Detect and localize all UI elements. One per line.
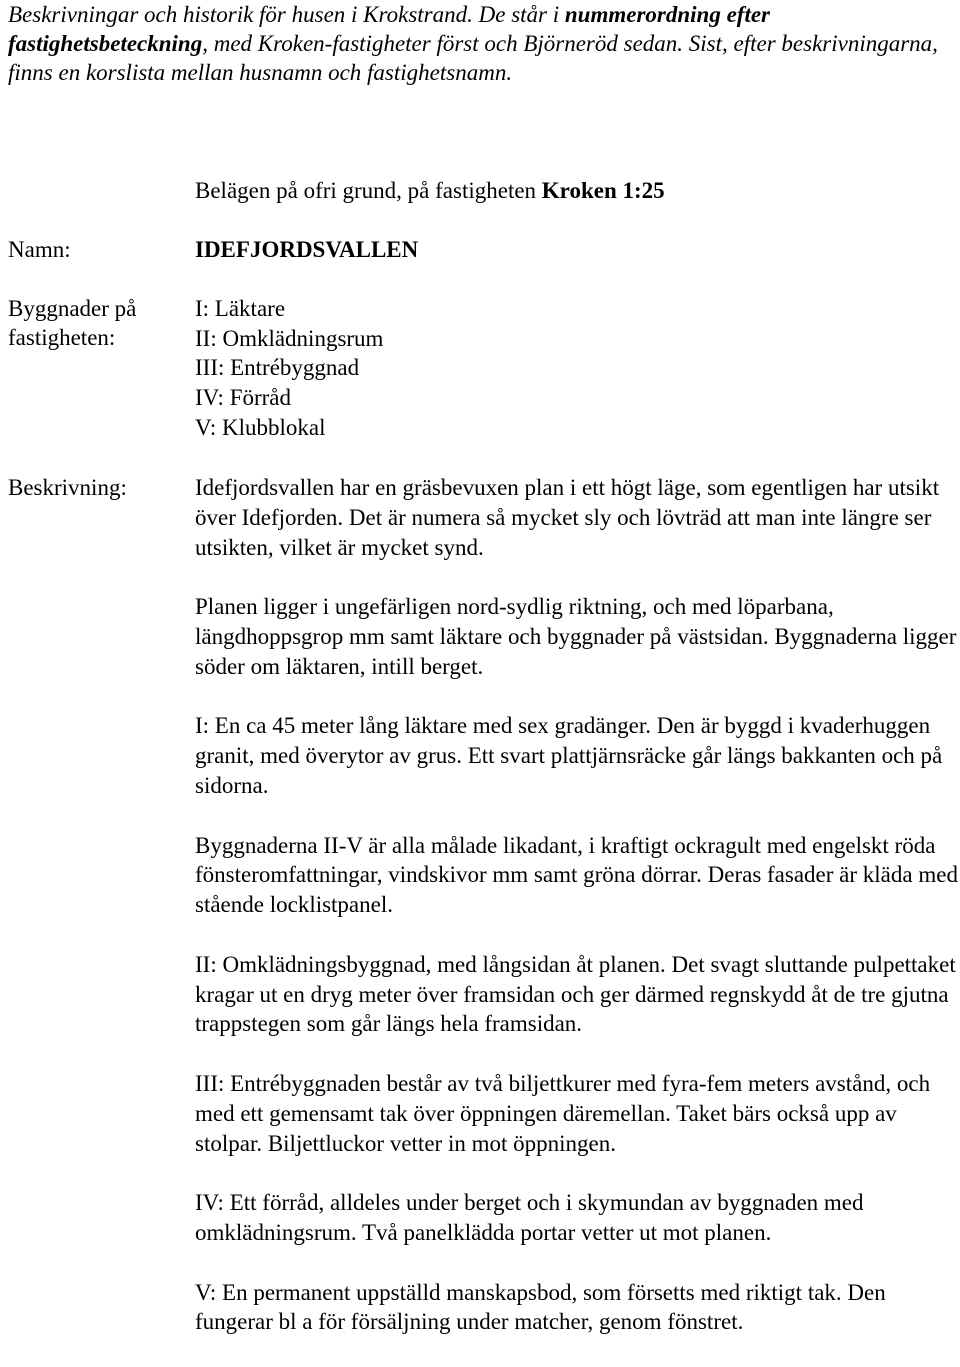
description-paragraph: IV: Ett förråd, alldeles under berget och i skymundan av byggnaden med omklädningsrum. Två panelklädda portar vetter ut mot planen. bbox=[195, 1190, 864, 1245]
building-item: IV: Förråd bbox=[195, 385, 292, 411]
intro-part1: Beskrivningar och historik för husen i Krokstrand. De står i bbox=[8, 2, 565, 27]
building-item: I: Läktare bbox=[195, 296, 286, 321]
description bbox=[195, 473, 960, 1367]
building-item: III: Entrébyggnad bbox=[195, 355, 360, 381]
description-paragraph: Byggnaderna II-V är alla målade likadant, i kraftigt ockragult med engelskt röda fönsteromfattningar, vindskivor mm samt gröna dörrar. Deras fasader är kläda med stående locklistpanel. bbox=[195, 832, 958, 918]
buildings-label bbox=[8, 294, 136, 352]
location-line bbox=[195, 176, 665, 205]
name-label: Namn: bbox=[8, 237, 71, 262]
intro-text bbox=[8, 0, 953, 87]
building-item: V: Klubblokal bbox=[195, 414, 326, 440]
house-name: IDEFJORDSVALLEN bbox=[195, 237, 419, 262]
location-prefix: Belägen på ofri grund, på fastigheten bbox=[195, 178, 542, 203]
building-item: II: Omklädningsrum bbox=[195, 325, 384, 351]
description-label: Beskrivning: bbox=[8, 475, 127, 500]
buildings-list bbox=[195, 294, 383, 443]
description-paragraph: Planen ligger i ungefärligen nord-sydlig riktning, och med löparbana, längdhoppsgrop mm samt läktare och byggnader på västsidan. Byggnaderna ligger söder om läktaren, intill berget. bbox=[195, 594, 957, 679]
description-paragraph: III: Entrébyggnaden består av två biljettkurer med fyra-fem meters avstånd, och med ett gemensamt tak över öppningen däremellan. Taket bärs också upp av stolpar. Biljettluckor vetter in mot öppningen. bbox=[195, 1070, 931, 1156]
buildings-label-line2: fastigheten: bbox=[8, 325, 116, 350]
description-paragraph: I: En ca 45 meter lång läktare med sex gradänger. Den är byggd i kvaderhuggen granit, med överytor av grus. Ett svart plattjärnsräcke går längs bakkanten och på sidorna. bbox=[195, 713, 943, 798]
buildings-label-line1: Byggnader på bbox=[8, 296, 137, 321]
intro-bold: nummerordning efter fastighetsbeteckning bbox=[8, 2, 770, 56]
property-designation: Kroken 1:25 bbox=[541, 178, 665, 203]
intro-part2: , med Kroken-fastigheter först och Björneröd sedan. Sist, efter beskrivningarna, finns en korslista mellan husnamn och fastighetsnamn. bbox=[8, 31, 938, 85]
description-paragraph: V: En permanent uppställd manskapsbod, som försetts med riktigt tak. Den fungerar bl a för försäljning under matcher, genom fönstret. bbox=[195, 1279, 886, 1335]
description-paragraph: Idefjordsvallen har en gräsbevuxen plan i ett högt läge, som egentligen har utsikt över Idefjorden. Det är numera så mycket sly och lövträd att man inte längre ser utsikten, vilket är mycket synd. bbox=[195, 475, 940, 560]
description-paragraph: II: Omklädningsbyggnad, med långsidan åt planen. Det svagt sluttande pulpettaket kragar ut en dryg meter över framsidan och ger därmed regnskydd åt de tre gjutna trappstegen som går längs hela framsidan. bbox=[195, 951, 956, 1037]
